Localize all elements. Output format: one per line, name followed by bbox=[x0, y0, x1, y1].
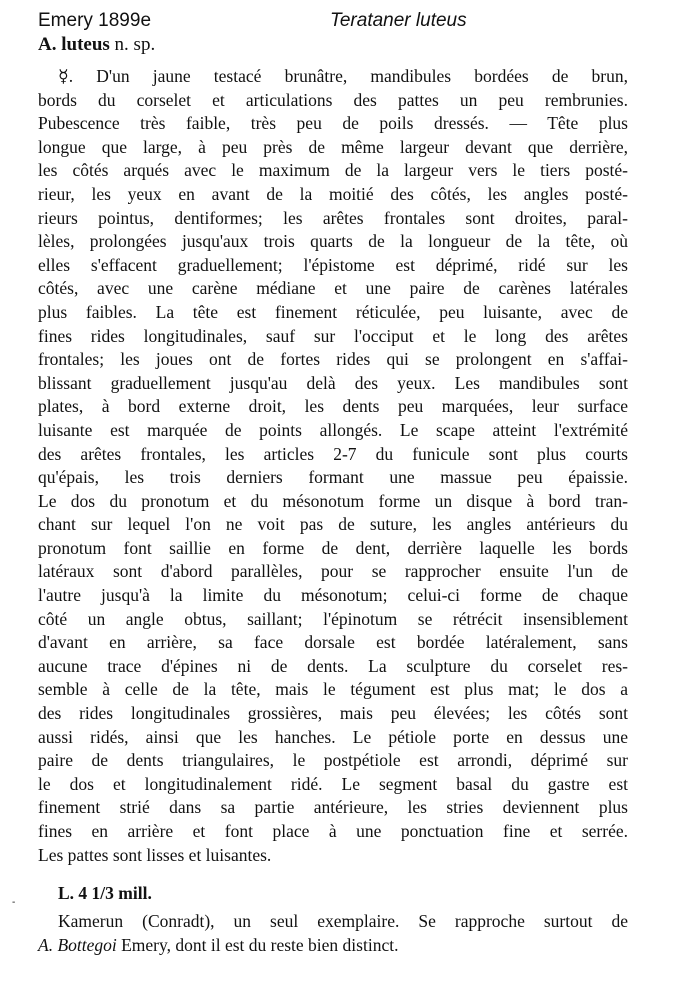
description-line: rieur, les yeux en avant de la moitié des côtés, les angles posté- bbox=[38, 183, 628, 204]
locality-paragraph bbox=[38, 909, 628, 957]
description-line: fines en arrière et font place à une ponctuation fine et serrée. bbox=[38, 821, 628, 841]
description-line: pronotum font saillie en forme de dent, derrière laquelle les bords bbox=[38, 537, 628, 558]
description-line: longue que large, à peu près de même largeur devant que derrière, bbox=[38, 136, 628, 157]
description-line: Pubescence très faible, très peu de poils dressés. — Tête plus bbox=[38, 113, 628, 134]
description-line: des rides longitudinales grossières, mais peu élevées; les côtés sont bbox=[38, 703, 628, 724]
description-line: côté un angle obtus, saillant; l'épinotum se rétrécit insensiblement bbox=[38, 608, 628, 629]
description-line: elles s'effacent graduellement; l'épistome est déprimé, ridé sur les bbox=[38, 254, 628, 275]
page-header bbox=[38, 10, 675, 34]
locality-line: Kamerun (Conradt), un seul exemplaire. Se rapproche surtout de bbox=[58, 911, 628, 931]
description-line: l'autre jusqu'à la limite du mésonotum; celui-ci forme de chaque bbox=[38, 585, 628, 606]
description-line: lèles, prolongées jusqu'aux trois quarts de la longueur de la tête, où bbox=[38, 231, 628, 252]
description-line: Les pattes sont lisses et luisantes. bbox=[38, 844, 272, 865]
description-line: plates, à bord externe droit, les dents peu marquées, leur surface bbox=[38, 396, 628, 417]
description-line: blissant graduellement jusqu'au delà des yeux. Les mandibules sont bbox=[38, 372, 628, 393]
species-name: A. luteus bbox=[38, 34, 110, 55]
locality-line-rest: Emery, dont il est du reste bien distinct. bbox=[116, 935, 399, 955]
description-line: frontales; les joues ont de fortes rides qui se prolongent en s'affai- bbox=[38, 349, 628, 370]
header-taxon: Terataner luteus bbox=[330, 10, 467, 31]
description-line: paire de dents triangulaires, le postpétiole est arrondi, déprimé sur bbox=[38, 750, 628, 771]
margin-mark: - bbox=[12, 897, 16, 908]
description-line: qu'épais, les trois derniers formant une massue peu épaissie. bbox=[38, 467, 628, 488]
description-line: les côtés arqués avec le maximum de la largeur vers le tiers posté- bbox=[38, 160, 628, 181]
description-line: chant sur lequel l'on ne voit pas de suture, les angles antérieurs du bbox=[38, 514, 628, 535]
header-citation: Emery 1899e bbox=[38, 10, 152, 31]
description-line: luisante est marquée de points allongés. Le scape atteint l'extrémité bbox=[38, 419, 628, 440]
description-paragraph bbox=[38, 65, 628, 867]
measurement: L. 4 1/3 mill. bbox=[58, 883, 152, 903]
locality-line bbox=[38, 933, 628, 957]
description-line: semble à celle de la tête, mais le tégument est plus mat; le dos a bbox=[38, 679, 628, 700]
description-line: aussi ridés, ainsi que les hanches. Le pétiole porte en dessus une bbox=[38, 726, 628, 747]
species-heading bbox=[38, 34, 155, 56]
description-line: Le dos du pronotum et du mésonotum forme un disque à bord tran- bbox=[38, 490, 628, 511]
description-line: le dos et longitudinalement ridé. Le segment basal du gastre est bbox=[38, 773, 628, 794]
description-line: ☿. D'un jaune testacé brunâtre, mandibules bordées de brun, bbox=[58, 66, 628, 86]
species-status: n. sp. bbox=[109, 34, 156, 55]
description-line: latéraux sont d'abord parallèles, pour se rapprocher ensuite l'un de bbox=[38, 561, 628, 582]
description-line: aucune trace d'épines ni de dents. La sculpture du corselet res- bbox=[38, 655, 628, 676]
description-line: plus faibles. La tête est finement réticulée, peu luisante, avec de bbox=[38, 301, 628, 322]
description-line: bords du corselet et articulations des pattes un peu rembrunies. bbox=[38, 89, 628, 110]
description-line: côtés, avec une carène médiane et une paire de carènes latérales bbox=[38, 278, 628, 299]
description-line: d'avant en arrière, sa face dorsale est bordée latéralement, sans bbox=[38, 632, 628, 653]
description-line: rieurs pointus, dentiformes; les arêtes frontales sont droites, paral- bbox=[38, 207, 628, 228]
description-line: finement strié dans sa partie antérieure, les stries deviennent plus bbox=[38, 797, 628, 818]
comparison-species: A. Bottegoi bbox=[38, 935, 117, 955]
description-line: fines rides longitudinales, sauf sur l'occiput et le long des arêtes bbox=[38, 325, 628, 346]
description-line: des arêtes frontales, les articles 2-7 du funicule sont plus courts bbox=[38, 443, 628, 464]
